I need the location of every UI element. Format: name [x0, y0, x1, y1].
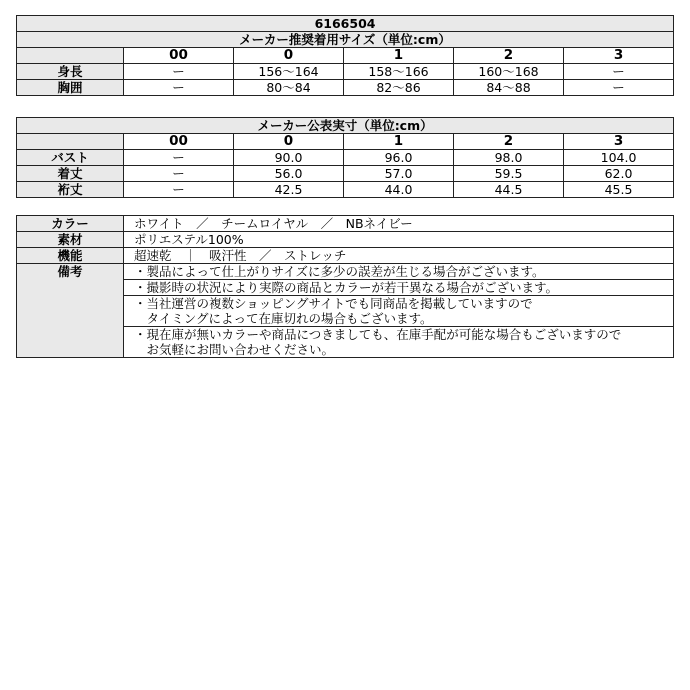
row-label-sleeve: 裄丈: [17, 182, 124, 198]
note-item: [124, 327, 674, 358]
note-item: ・製品によって仕上がりサイズに多少の誤差が生じる場合がございます。: [124, 264, 674, 280]
table-cell: 42.5: [234, 182, 344, 198]
recommended-size-table: [16, 15, 674, 96]
table-cell: ー: [124, 64, 234, 80]
size-header: 2: [454, 48, 564, 64]
size-header: 3: [564, 134, 674, 150]
table-cell: 45.5: [564, 182, 674, 198]
note-line: ・現在庫が無いカラーや商品につきましても、在庫手配が可能な場合もございますので: [134, 327, 622, 342]
table-row: [17, 264, 674, 280]
table-row: [17, 216, 674, 232]
function-value: 超速乾 ｜ 吸汗性 ／ ストレッチ: [124, 248, 674, 264]
actual-size-table: [16, 117, 674, 198]
table-cell: 156〜164: [234, 64, 344, 80]
table-cell: ー: [124, 166, 234, 182]
table-cell: ー: [564, 64, 674, 80]
table-cell: 84〜88: [454, 80, 564, 96]
material-label: 素材: [17, 232, 124, 248]
recommended-size-title: メーカー推奨着用サイズ（単位:cm）: [17, 32, 674, 48]
size-header: 3: [564, 48, 674, 64]
size-header: 00: [124, 48, 234, 64]
note-item: [124, 296, 674, 327]
size-header: 0: [234, 48, 344, 64]
table-cell: ー: [124, 182, 234, 198]
table-cell: 62.0: [564, 166, 674, 182]
note-item: ・撮影時の状況により実際の商品とカラーが若干異なる場合がございます。: [124, 280, 674, 296]
table-row: [17, 166, 674, 182]
table-cell: 59.5: [454, 166, 564, 182]
table-cell: 104.0: [564, 150, 674, 166]
material-value: ポリエステル100%: [124, 232, 674, 248]
size-header: 0: [234, 134, 344, 150]
table-cell: ー: [124, 150, 234, 166]
table-cell: ー: [564, 80, 674, 96]
notes-label: 備考: [17, 264, 124, 358]
table-cell: 82〜86: [344, 80, 454, 96]
table-row: [17, 248, 674, 264]
table-row: [17, 150, 674, 166]
spec-table: [16, 215, 674, 358]
row-label-bust: バスト: [17, 150, 124, 166]
corner-cell: [17, 134, 124, 150]
row-label-height: 身長: [17, 64, 124, 80]
row-label-length: 着丈: [17, 166, 124, 182]
table-cell: 80〜84: [234, 80, 344, 96]
table-cell: 160〜168: [454, 64, 564, 80]
table-row: [17, 232, 674, 248]
note-line: タイミングによって在庫切れの場合もございます。: [134, 311, 433, 326]
table-row: [17, 182, 674, 198]
actual-size-title: メーカー公表実寸（単位:cm）: [17, 118, 674, 134]
size-header: 2: [454, 134, 564, 150]
table-cell: 57.0: [344, 166, 454, 182]
corner-cell: [17, 48, 124, 64]
table-cell: 90.0: [234, 150, 344, 166]
size-header: 00: [124, 134, 234, 150]
table-row: [17, 80, 674, 96]
table-cell: ー: [124, 80, 234, 96]
color-label: カラー: [17, 216, 124, 232]
table-cell: 44.0: [344, 182, 454, 198]
table-cell: 96.0: [344, 150, 454, 166]
size-header: 1: [344, 134, 454, 150]
table-cell: 158〜166: [344, 64, 454, 80]
row-label-chest: 胸囲: [17, 80, 124, 96]
color-value: ホワイト ／ チームロイヤル ／ NBネイビー: [124, 216, 674, 232]
note-line: お気軽にお問い合わせください。: [134, 342, 335, 357]
table-cell: 44.5: [454, 182, 564, 198]
product-code: 6166504: [17, 16, 674, 32]
table-row: [17, 64, 674, 80]
note-line: ・当社運営の複数ショッピングサイトでも同商品を掲載していますので: [134, 296, 533, 311]
table-cell: 98.0: [454, 150, 564, 166]
table-cell: 56.0: [234, 166, 344, 182]
function-label: 機能: [17, 248, 124, 264]
size-header: 1: [344, 48, 454, 64]
